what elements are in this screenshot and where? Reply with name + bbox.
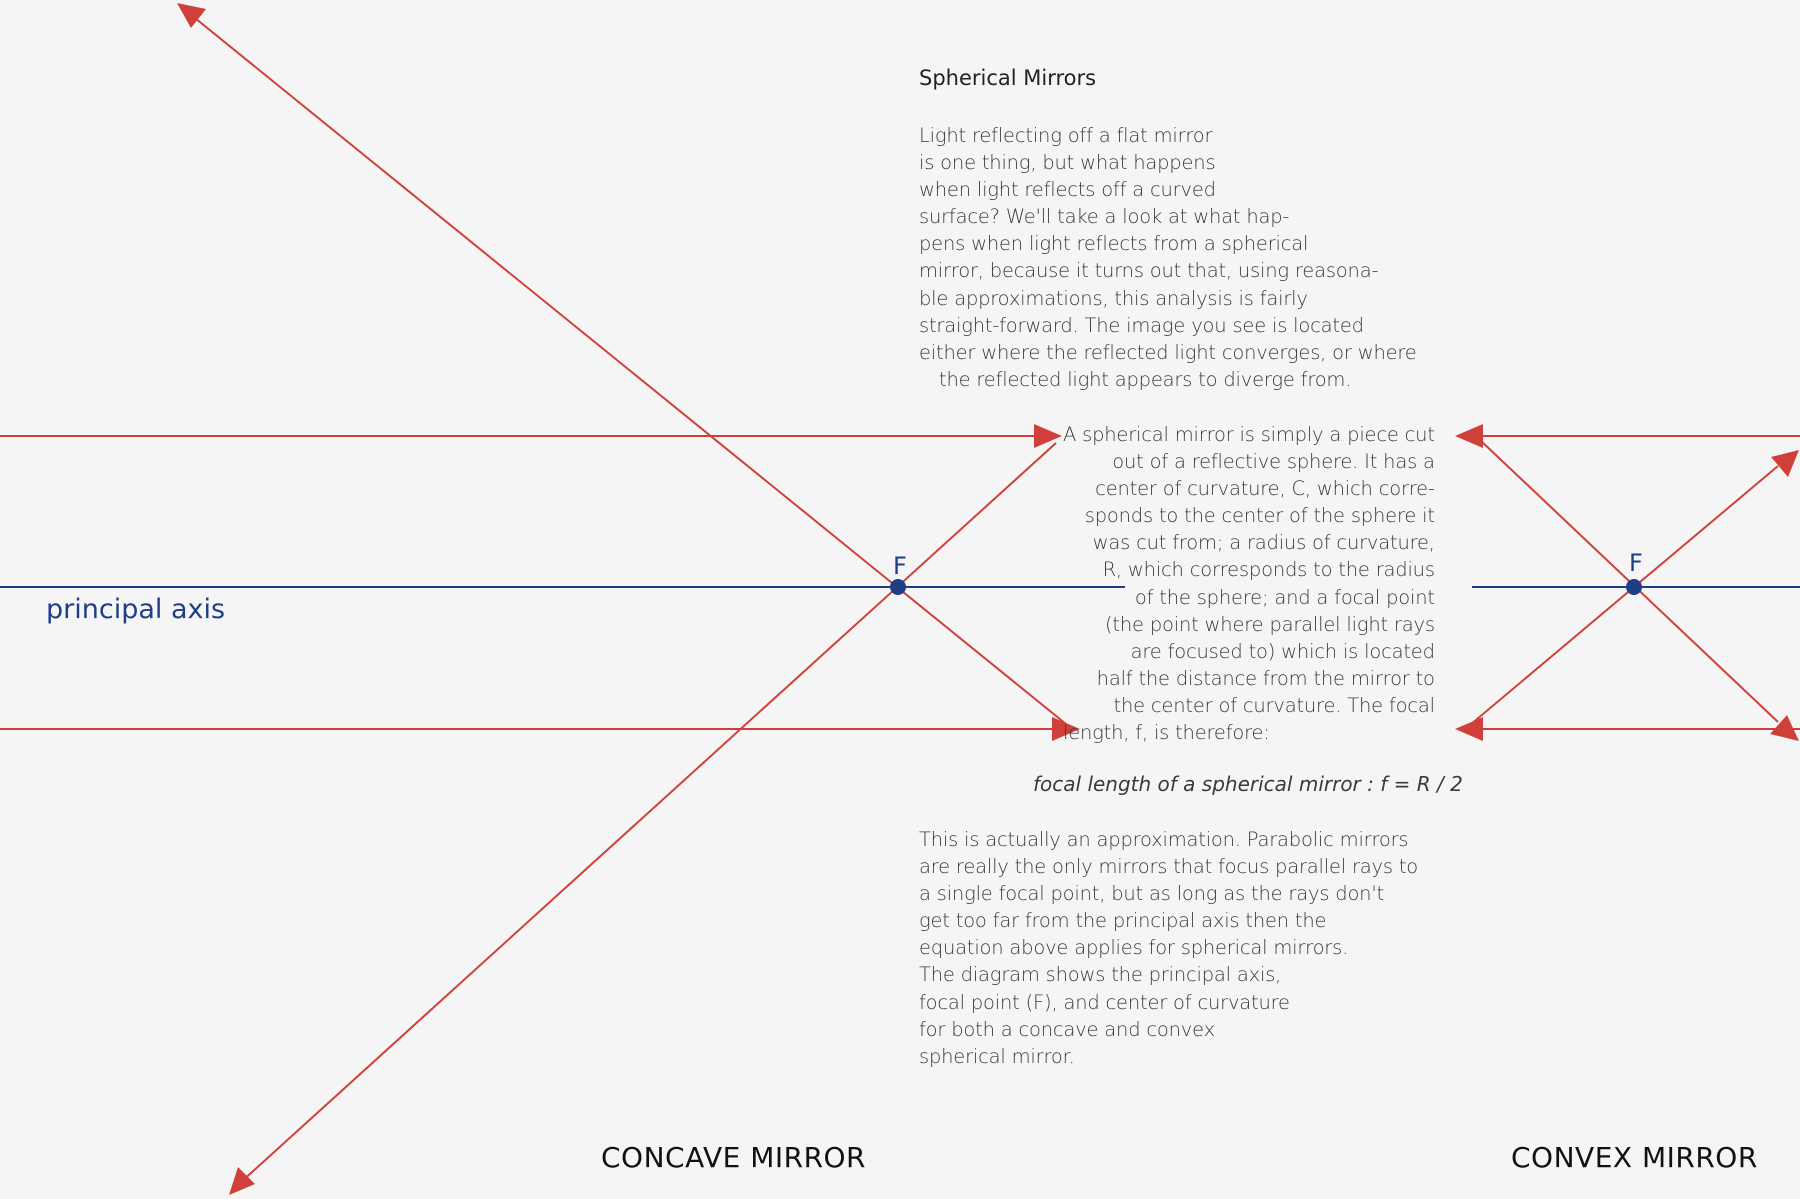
focal-label-convex: F (1629, 549, 1643, 577)
focal-length-formula: focal length of a spherical mirror : f = R / 2 (1033, 772, 1463, 796)
paragraph-line: surface? We'll take a look at what hap- (919, 205, 1290, 229)
paragraph-line: focal point (F), and center of curvature (919, 990, 1290, 1014)
paragraph-line: straight-forward. The image you see is located (919, 313, 1364, 337)
arrowhead-concave-incident-top (1034, 424, 1062, 448)
arrowhead-concave-reflected-lower (229, 1167, 255, 1195)
paragraph-line: when light reflects off a curved (919, 178, 1216, 202)
convex-mirror-label: CONVEX MIRROR (1511, 1141, 1758, 1174)
paragraph-line: half the distance from the mirror to (1096, 666, 1435, 690)
arrowhead-convex-reflected-up (1771, 450, 1799, 477)
paragraph-line: This is actually an approximation. Parabolic mirrors (919, 828, 1409, 851)
paragraph-line: The diagram shows the principal axis, (919, 963, 1282, 987)
arrowhead-convex-incident-bottom (1455, 717, 1483, 741)
paragraph-line: sponds to the center of the sphere it (1084, 504, 1435, 528)
paragraph-line: center of curvature, C, which corre- (1095, 477, 1435, 501)
paragraph-line: spherical mirror. (919, 1044, 1075, 1068)
focal-point-concave (890, 579, 906, 595)
focal-label-concave: F (893, 552, 907, 580)
paragraph-line: A spherical mirror is simply a piece cut (1063, 423, 1435, 446)
paragraph-line: mirror, because it turns out that, using reasona- (919, 259, 1379, 283)
paragraph-line: are really the only mirrors that focus parallel rays to (919, 855, 1419, 879)
paragraph-line: the reflected light appears to diverge from. (939, 367, 1352, 391)
concave-mirror-label: CONCAVE MIRROR (601, 1141, 867, 1174)
focal-point-convex (1626, 579, 1642, 595)
paragraph-line: length, f, is therefore: (1063, 721, 1270, 745)
paragraph-line: for both a concave and convex (919, 1017, 1215, 1041)
paragraph-line: was cut from; a radius of curvature, (1092, 531, 1435, 555)
paragraph-line: the center of curvature. The focal (1113, 693, 1435, 717)
concave-reflected-ray-lower (240, 443, 1056, 1183)
paragraph-line: ble approximations, this analysis is fairly (919, 286, 1308, 310)
paragraph-line: Light reflecting off a flat mirror (919, 124, 1213, 147)
paragraph-line: pens when light reflects from a spherical (919, 232, 1309, 256)
paragraph-line: either where the reflected light converges, or where (919, 340, 1417, 364)
paragraph-line: of the sphere; and a focal point (1134, 585, 1435, 609)
paragraph-line: equation above applies for spherical mirrors. (919, 936, 1349, 960)
paragraph-line: a single focal point, but as long as the rays don't (919, 882, 1384, 906)
arrowhead-convex-incident-top (1455, 424, 1483, 448)
paragraph-line: (the point where parallel light rays (1105, 612, 1435, 636)
paragraph-line: out of a reflective sphere. It has a (1112, 450, 1435, 474)
convex-reflected-ray-up (1470, 466, 1778, 725)
paragraph-line: is one thing, but what happens (919, 151, 1216, 175)
article-title: Spherical Mirrors (919, 66, 1097, 90)
paragraph-definition (1063, 421, 1435, 746)
principal-axis-label: principal axis (46, 594, 226, 625)
paragraph-approximation (919, 826, 1418, 1070)
paragraph-line: get too far from the principal axis then the (919, 909, 1327, 933)
paragraph-line: R, which corresponds to the radius (1102, 558, 1435, 582)
paragraph-intro (919, 122, 1417, 393)
paragraph-line: are focused to) which is located (1130, 639, 1435, 663)
